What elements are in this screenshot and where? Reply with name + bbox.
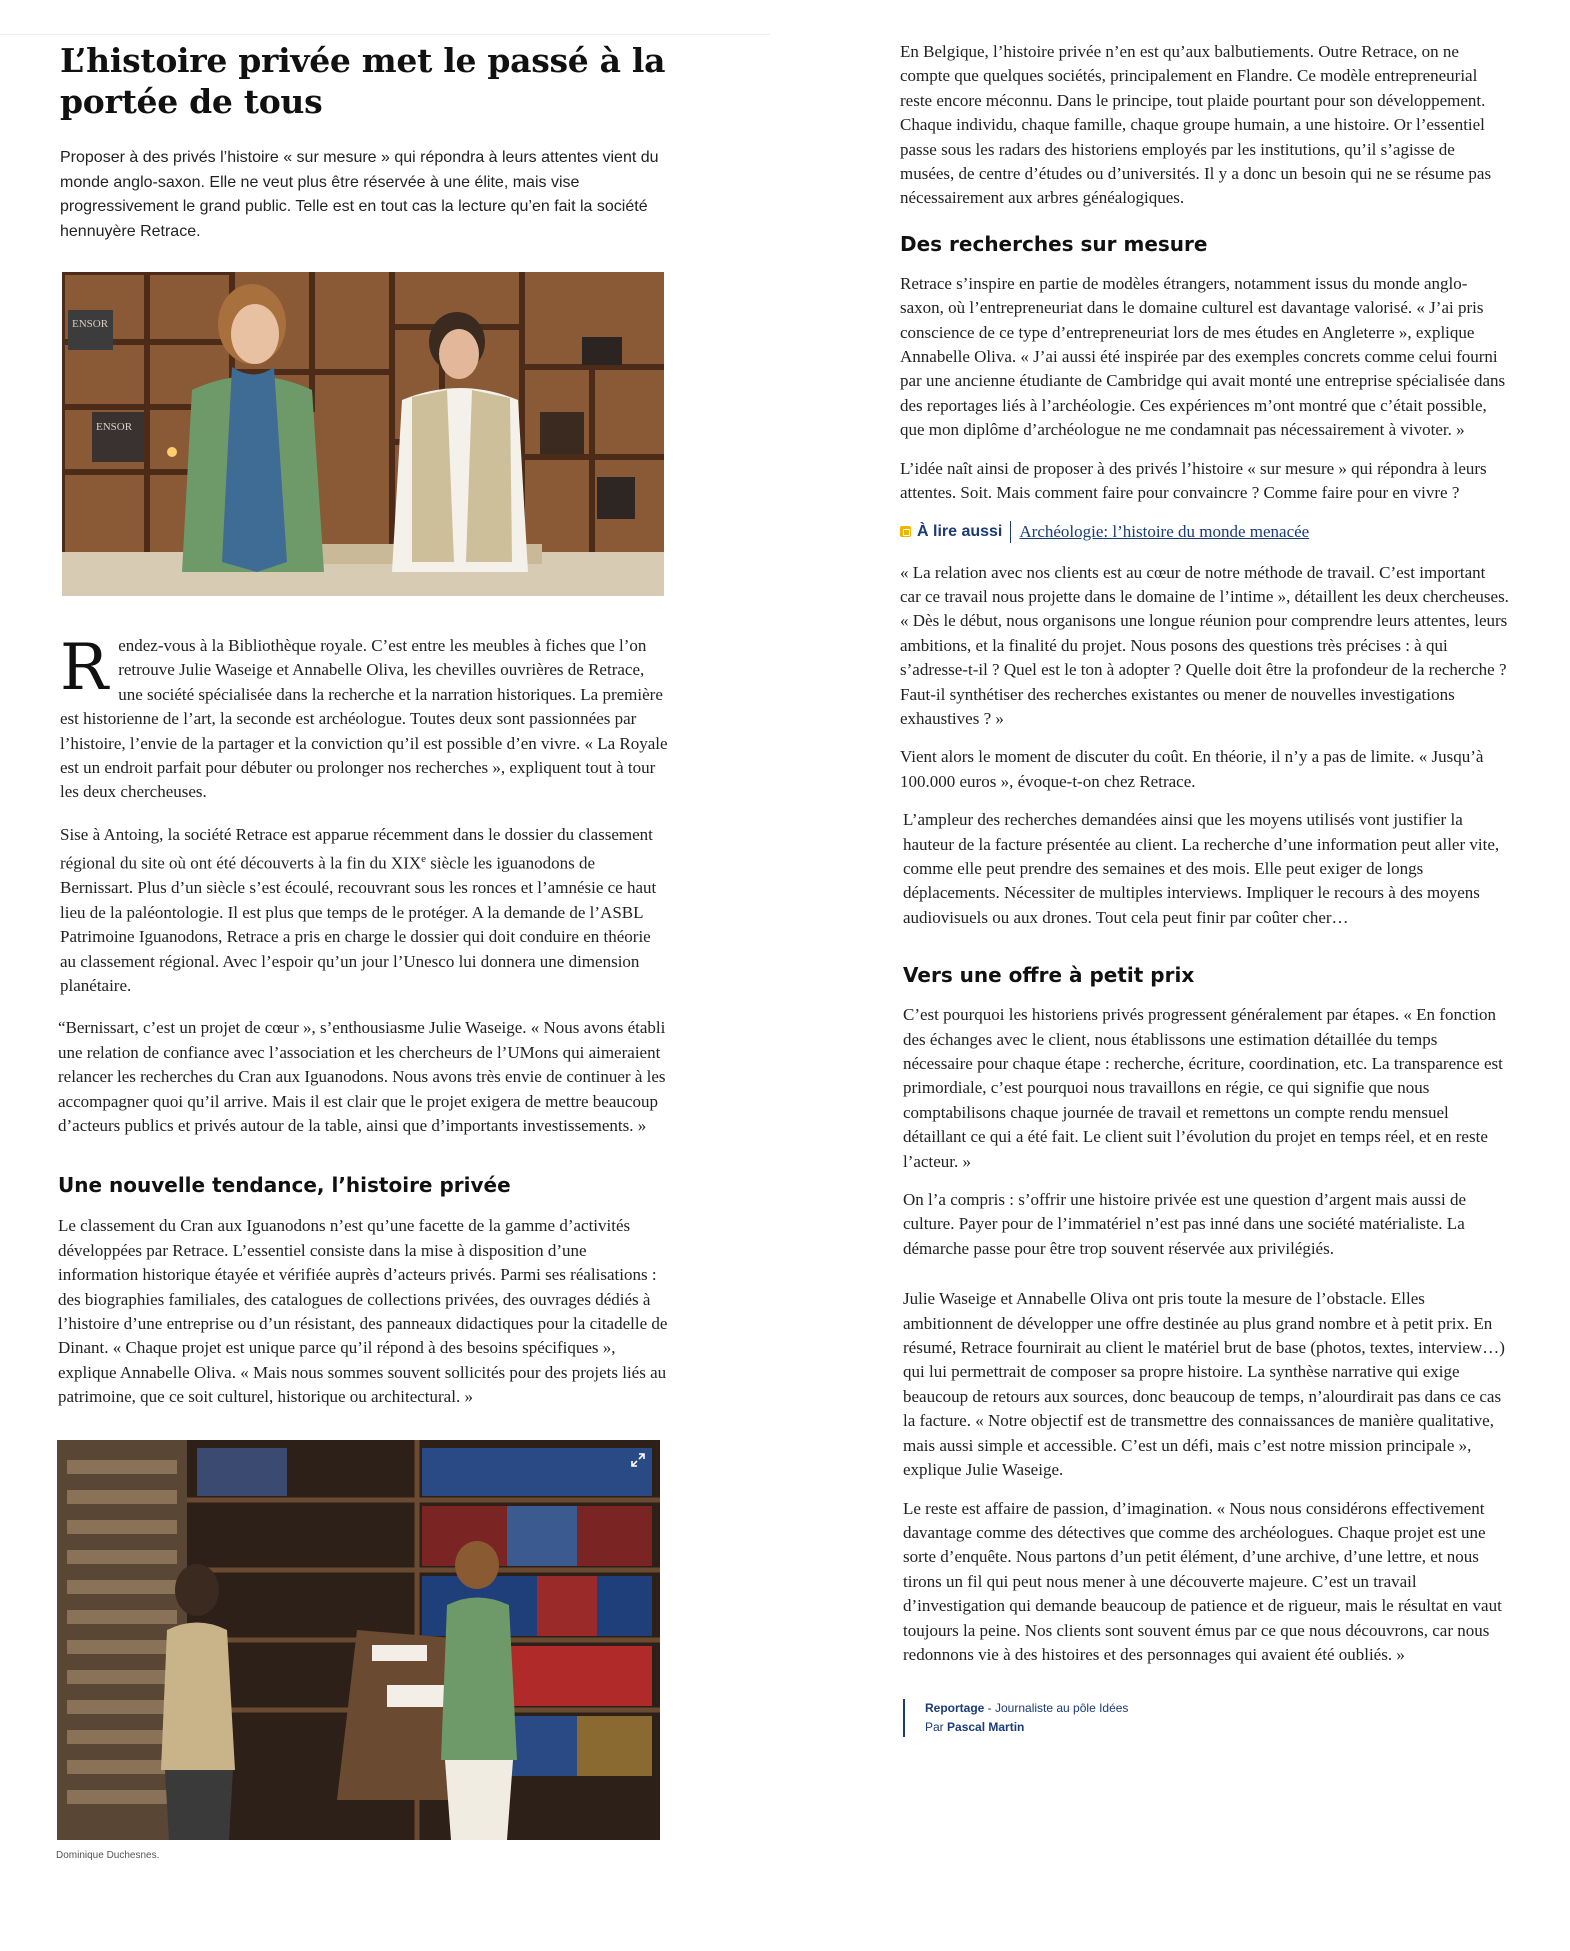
- paragraph-idee: L’idée naît ainsi de proposer à des privés l’histoire « sur mesure » qui répondra à leurs attentes. Soit. Mais comment faire pour convaincre ? Comme faire pour en vivre ?: [900, 458, 1487, 503]
- paragraph-bernissart: [60, 823, 670, 999]
- header-divider: [0, 34, 770, 35]
- read-also-divider: [1010, 521, 1011, 543]
- portrait-photo[interactable]: [62, 272, 664, 596]
- portrait-photo-image: [62, 272, 664, 596]
- photo-credit: Dominique Duchesnes.: [56, 1849, 160, 1861]
- expand-icon[interactable]: [630, 1452, 646, 1468]
- section-heading-recherches: Des recherches sur mesure: [900, 231, 1208, 256]
- paragraph-cout: Vient alors le moment de discuter du coût. En théorie, il n’y a pas de limite. « Jusqu’à 100.000 euros », évoque-t-on chez Retrace.: [900, 747, 1484, 791]
- library-photo[interactable]: [57, 1440, 660, 1840]
- left-column: [56, 40, 670, 1861]
- paragraph-obstacle: Julie Waseige et Annabelle Oliva ont pris toute la mesure de l’obstacle. Elles ambitionnent de développer une offre destinée au plus grand nombre et à petit prix. En résumé, Retrace fournirait au client le matériel brut de base (photos, textes, interview…) qui lui permettrait de composer sa propre histoire. La synthèse narrative qui exige beaucoup de retours aux sources, donc beaucoup de temps, n’alourdirait pas dans ce cas la facture. « Notre objectif est de transmettre des connaissances de manière qualitative, mais aussi simple et accessible. C’est un défi, mais c’est notre mission principale », explique Julie Waseige.: [903, 1289, 1505, 1480]
- paragraph-ampleur: L’ampleur des recherches demandées ainsi que les moyens utilisés vont justifier la hauteur de la facture présentée au client. La recherche d’une information peut aller vite, comme elle peut prendre des semaines et des mois. Elle peut exiger de longs déplacements. Nécessiter de multiples interviews. Impliquer le recours à des moyens audiovisuels ou aux drones. Tout cela peut finir par coûter cher…: [903, 810, 1500, 927]
- superscript: e: [421, 853, 427, 866]
- byline-par: Par: [925, 1720, 948, 1735]
- intro-paragraph: [60, 634, 670, 805]
- paragraph-text: siècle les iguanodons de Bernissart. Plus d’un siècle s’est écoulé, recouvrant sous les ronces et l’amnésie ce haut lieu de la paléontologie. Il est plus que temps de le protéger. A la demande de l’ASBL Patrimoine Iguanodons, Retrace a pris en charge le dossier qui doit conduire en théorie au classement régional. Avec l’espoir qu’un jour l’Unesco lui donnera une dimension planétaire.: [60, 853, 657, 995]
- paragraph-activites: Le classement du Cran aux Iguanodons n’est qu’une facette de la gamme d’activités développées par Retrace. L’essentiel consiste dans la mise à disposition d’une information historique étayée et vérifiée auprès d’acteurs privés. Parmi ses réalisations : des biographies familiales, des catalogues de collections privées, des ouvrages dédiés à l’histoire d’une entreprise ou d’un résistant, des panneaux didactiques pour la citadelle de Dinant. « Chaque projet est unique parce qu’il répond à des besoins spécifiques », explique Annabelle Oliva. « Mais nous sommes souvent sollicités pour des projets liés au patrimoine, que ce soit culturel, historique ou architectural. »: [58, 1216, 668, 1407]
- article-title: L’histoire privée met le passé à la portée de tous: [60, 41, 666, 121]
- paragraph-passion: Le reste est affaire de passion, d’imagination. « Nous nous considérons effectivement davantage comme des détectives que comme des archéologues. Chaque projet est une sorte d’enquête. Nous partons d’un petit élément, d’une archive, d’une lettre, et nous tirons un fil qui peut nous mener à une découverte majeure. C’est un travail d’investigation qui demande beaucoup de patience et de rigueur, mais le résultat en vaut toujours la peine. Nos clients sont souvent émus par ce que nous découvrons, car nous redonnons vie à des histoires et des personnages qui avaient été oubliés. »: [903, 1498, 1502, 1664]
- byline-line2: [925, 1718, 1510, 1737]
- book-label: ENSOR: [96, 421, 133, 433]
- read-also-link[interactable]: Archéologie: l’histoire du monde menacée: [1019, 521, 1310, 541]
- paragraph-intro-text: endez-vous à la Bibliothèque royale. C’est entre les meubles à fiches que l’on retrouve Julie Waseige et Annabelle Oliva, les chevilles ouvrières de Retrace, une société spécialisée dans la recherche et la narration historiques. La première est historienne de l’art, la seconde est archéologue. Toutes deux sont passionnées par l’histoire, l’envie de la partager et la conviction qu’il est possible d’en vivre. « La Royale est un endroit parfait pour débuter ou prolonger nos recherches », expliquent tout à tour les deux chercheuses.: [60, 636, 668, 802]
- byline-author[interactable]: Pascal Martin: [947, 1720, 1025, 1735]
- article-lede: Proposer à des privés l’histoire « sur mesure » qui répondra à leurs attentes vient du monde anglo-saxon. Elle ne veut plus être réservée à une élite, mais vise progressivement le grand public. Telle est en tout cas la lecture qu’en fait la société hennuyère Retrace.: [60, 149, 659, 240]
- paragraph-relation-clients: « La relation avec nos clients est au cœur de notre méthode de travail. C’est important car ce travail nous projette dans le domaine de l’intime », détaillent les deux chercheuses. « Dès le début, nous organisons une longue réunion pour comprendre leurs attentes, leurs ambitions, et la finalité du projet. Nous posons des questions très précises : à qui s’adresse-t-il ? Quel est le ton à adopter ? Quelle doit être la profondeur de la recherche ? Faut-il synthétiser des recherches existantes ou mener de nouvelles investigations exhaustives ? »: [900, 562, 1509, 728]
- read-also-label: À lire aussi: [917, 522, 1003, 540]
- paragraph-quote-julie: “Bernissart, c’est un projet de cœur », s’enthousiasme Julie Waseige. « Nous avons établi une relation de confiance avec l’association et les chercheurs de l’UMons qui aimeraient relancer les recherches du Cran aux Iguanodons. Nous avons très envie de continuer à les accompagner quoi qu’il arrive. Mais il est clair que le projet exigera de mettre beaucoup d’acteurs publics et privés autour de la table, ainsi que d’importants investissements. »: [58, 1018, 666, 1135]
- drop-cap: R: [60, 634, 109, 705]
- paragraph-etapes: C’est pourquoi les historiens privés progressent généralement par étapes. « En fonction des échanges avec le client, nous établissons une estimation détaillée du temps nécessaire pour chaque étape : recherche, écriture, coordination, etc. La transparence est primordiale, c’est pourquoi nous travaillons en régie, ce qui signifie que nous comptabilisons chaque journée de travail et remettons un compte rendu mensuel détaillant ce qui a été fait. Le client suit l’évolution du projet en temps réel, et en reste l’acteur. »: [903, 1005, 1503, 1171]
- author-byline: [903, 1699, 1510, 1737]
- section-heading-tendance: Une nouvelle tendance, l’histoire privée: [58, 1173, 511, 1198]
- paragraph-belgique: En Belgique, l’histoire privée n’en est qu’aux balbutiements. Outre Retrace, on ne compte que quelques sociétés, principalement en Flandre. Ce modèle entrepreneurial reste encore méconnu. Dans le principe, tout plaide pourtant pour son développement. Chaque individu, chaque famille, chaque groupe humain, a une histoire. Or l’essentiel passe sous les radars des historiens employés par les institutions, qu’il s’agisse de musées, de centre d’études ou d’universités. Il y a donc un besoin qui ne se résume pas nécessairement aux arbres généalogiques.: [900, 42, 1492, 208]
- article-icon: [900, 526, 911, 537]
- byline-role: - Journaliste au pôle Idées: [984, 1701, 1129, 1716]
- paragraph-modeles: Retrace s’inspire en partie de modèles étrangers, notamment issus du monde anglo-saxon, où l’entrepreneuriat dans le domaine culturel est davantage valorisé. « J’ai pris conscience de ce type d’entrepreneuriat lors de mes études en Angleterre », explique Annabelle Oliva. « J’ai aussi été inspirée par des exemples concrets comme celui fourni par une ancienne étudiante de Cambridge qui avait monté une entreprise spécialisée dans des reportages liés à l’archéologie. Ces expériences m’ont montré que c’était possible, que mon diplôme d’archéologue ne me condamnait pas nécessairement à vivoter. »: [900, 273, 1506, 440]
- book-label: ENSOR: [72, 318, 109, 330]
- section-heading-offre: Vers une offre à petit prix: [903, 963, 1195, 988]
- paragraph-text: Sise à Antoing, la société Retrace est apparue récemment dans le dossier du classement régional du site où ont été découverts à la fin du XIX: [60, 824, 653, 873]
- read-also: [900, 521, 1510, 543]
- right-column: [900, 40, 1510, 1737]
- library-photo-image: [57, 1440, 660, 1840]
- byline-line1: [925, 1699, 1510, 1718]
- byline-kind: Reportage: [925, 1701, 985, 1716]
- paragraph-culture: On l’a compris : s’offrir une histoire privée est une question d’argent mais aussi de culture. Payer pour de l’immatériel n’est pas inné dans une société matérialiste. La démarche passe pour être trop souvent réservée aux privilégiés.: [903, 1190, 1467, 1258]
